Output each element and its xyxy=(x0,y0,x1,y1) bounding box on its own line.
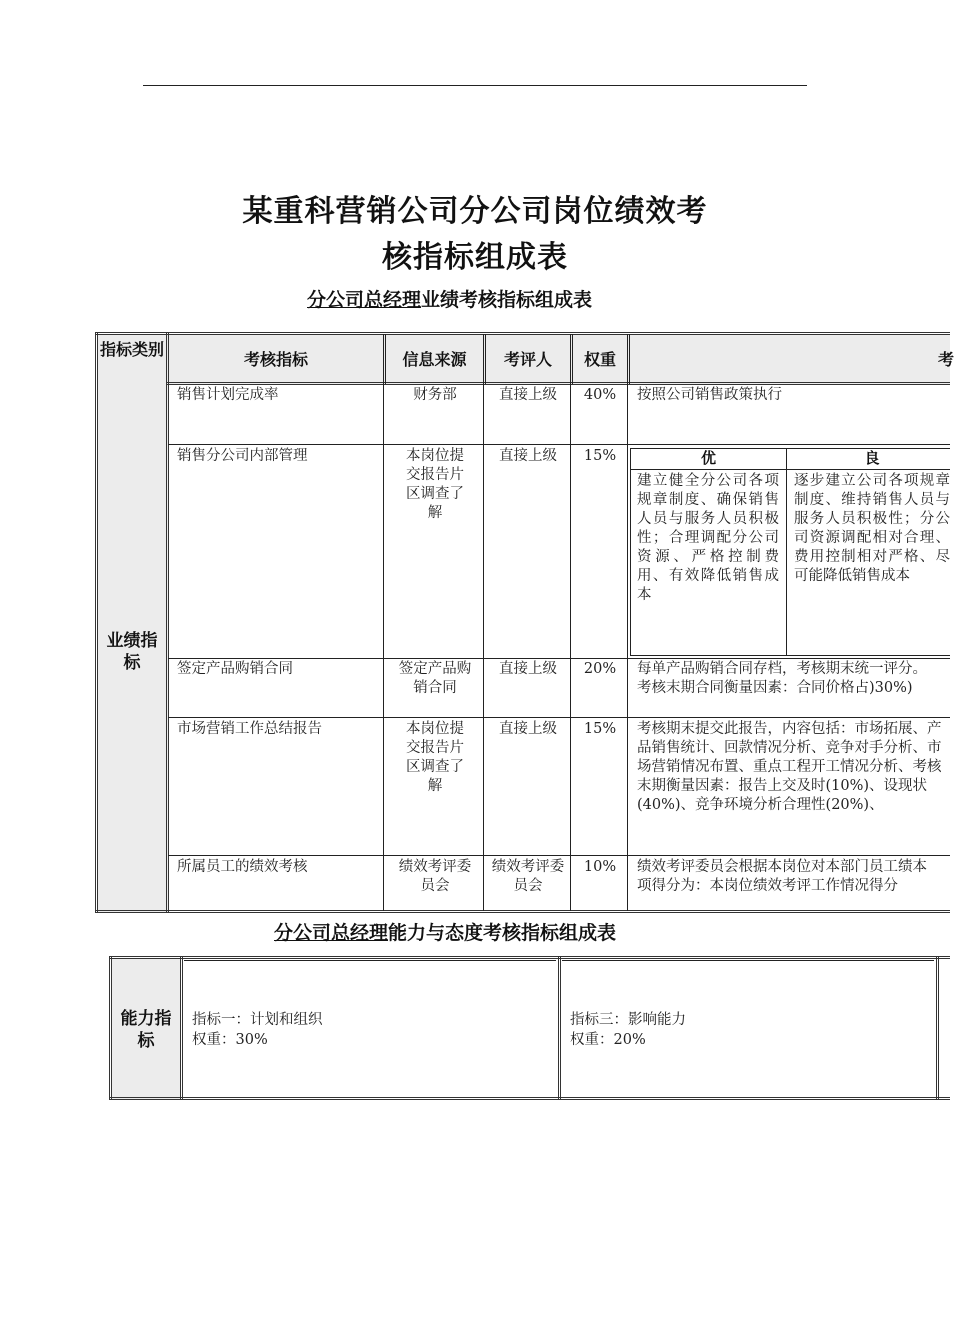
category-performance: 业绩指标 xyxy=(106,631,158,673)
section1-title-rest: 业绩考核指标组成表 xyxy=(421,289,593,311)
ability-item1-name: 指标一：计划和组织 xyxy=(192,1012,323,1028)
row4-source: 本岗位提交报告片区调查了解 xyxy=(406,721,464,794)
row5-criteria: 绩效考评委员会根据本岗位对本部门员工绩本项得分为：本岗位绩效考评工作情况得分 xyxy=(637,859,927,894)
table2-divider-1 xyxy=(180,956,183,1100)
row1-weight: 40% xyxy=(583,387,617,403)
row2-evaluator: 直接上级 xyxy=(499,448,557,464)
grade-excellent-text: 建立健全分公司各项规章制度、确保销售人员与服务人员积极性；合理调配分公司资源、严格控制费用、有效降低销售成本 xyxy=(637,473,779,603)
row4-criteria: 考核期末提交此报告，内容包括：市场拓展、产品销售统计、回款情况分析、竞争对手分析、市场营销情况布置、重点工程开工情况分析、考核末期衡量因素：报告上交及时(10%)、设现状(40%)、竞争环境分析合理性(20%)、 xyxy=(637,721,942,813)
col-line-3b xyxy=(572,334,573,384)
ability-item2-weight: 权重：20% xyxy=(570,1032,646,1048)
grade-good: 良 xyxy=(864,449,880,467)
col-line-4b xyxy=(629,334,630,384)
section2-title-role: 分公司总经理 xyxy=(274,922,389,944)
row-line-3 xyxy=(168,717,950,718)
section2-title xyxy=(274,918,616,945)
section1-title-role: 分公司总经理 xyxy=(307,289,422,311)
row5-source: 绩效考评委员会 xyxy=(398,859,472,894)
row4-indicator: 市场营销工作总结报告 xyxy=(177,721,322,737)
category-ability: 能力指标 xyxy=(120,1009,172,1051)
header-evaluator: 考评人 xyxy=(503,350,552,369)
header-rule xyxy=(143,85,807,86)
row4-weight: 15% xyxy=(583,721,617,737)
row5-weight: 10% xyxy=(583,859,617,875)
row2-weight: 15% xyxy=(583,448,617,464)
row3-indicator: 签定产品购销合同 xyxy=(177,661,293,677)
table2-bottom-border xyxy=(109,1097,950,1100)
table2-left-border xyxy=(109,956,112,1100)
row1-source: 财务部 xyxy=(413,387,457,403)
row-line-1 xyxy=(168,444,950,445)
category-divider xyxy=(166,332,169,913)
grade-header-line xyxy=(630,469,950,470)
col-line-4 xyxy=(627,334,628,911)
category-column-bg xyxy=(97,334,168,912)
row2-source: 本岗位提交报告片区调查了解 xyxy=(406,448,464,521)
row3-source: 签定产品购销合同 xyxy=(398,661,472,696)
grade-excellent: 优 xyxy=(700,449,716,467)
header-bottom-border xyxy=(166,382,950,385)
row1-evaluator: 直接上级 xyxy=(499,387,557,403)
ability-item1-weight: 权重：30% xyxy=(192,1032,268,1048)
col-line-1b xyxy=(385,334,386,384)
col-line-2 xyxy=(483,334,484,911)
table1-left-border xyxy=(95,332,98,913)
ability-cell1-inner-top xyxy=(184,960,556,961)
grade-bottom-line xyxy=(630,655,950,656)
row3-criteria: 每单产品购销合同存档，考核期末统一评分。考核末期合同衡量因素：合同价格占)30%) xyxy=(637,661,927,696)
header-weight: 权重 xyxy=(583,350,616,369)
section1-title xyxy=(307,285,592,312)
ability-cell2-inner-top xyxy=(562,960,934,961)
table1-bottom-border xyxy=(95,910,950,913)
grade-mid-line xyxy=(786,448,787,655)
row3-weight: 20% xyxy=(583,661,617,677)
row3-evaluator: 直接上级 xyxy=(499,661,557,677)
header-category: 指标类别 xyxy=(100,340,165,359)
row5-indicator: 所属员工的绩效考核 xyxy=(177,859,308,875)
row1-indicator: 销售计划完成率 xyxy=(177,387,279,403)
col-line-2b xyxy=(485,334,486,384)
col-line-1 xyxy=(383,334,384,911)
table2-top-border xyxy=(109,956,950,959)
row-line-4 xyxy=(168,855,950,856)
grade-good-text: 逐步建立公司各项规章制度、维持销售人员与服务人员积极性；分公司资源调配相对合理、费用控制相对严格、尽可能降低销售成本 xyxy=(794,473,950,584)
col-line-3 xyxy=(570,334,571,911)
table1-top-border xyxy=(95,332,950,335)
table2-divider-2 xyxy=(558,956,561,1100)
section2-title-rest: 能力与态度考核指标组成表 xyxy=(388,922,617,944)
table2-divider-3 xyxy=(936,956,939,1100)
ability-item2-name: 指标三：影响能力 xyxy=(570,1012,686,1028)
row4-evaluator: 直接上级 xyxy=(499,721,557,737)
header-criteria: 考 xyxy=(938,350,955,369)
row5-evaluator: 绩效考评委员会 xyxy=(491,859,565,894)
row1-criteria: 按照公司销售政策执行 xyxy=(637,387,782,403)
grade-left-line xyxy=(630,448,631,655)
header-source: 信息来源 xyxy=(402,350,467,369)
document-title-line1: 某重科营销公司分公司岗位绩效考 xyxy=(242,194,708,229)
row2-indicator: 销售分公司内部管理 xyxy=(177,448,308,464)
document-title-line2: 核指标组成表 xyxy=(382,240,568,275)
row-line-2 xyxy=(168,658,950,659)
header-indicator: 考核指标 xyxy=(243,350,308,369)
